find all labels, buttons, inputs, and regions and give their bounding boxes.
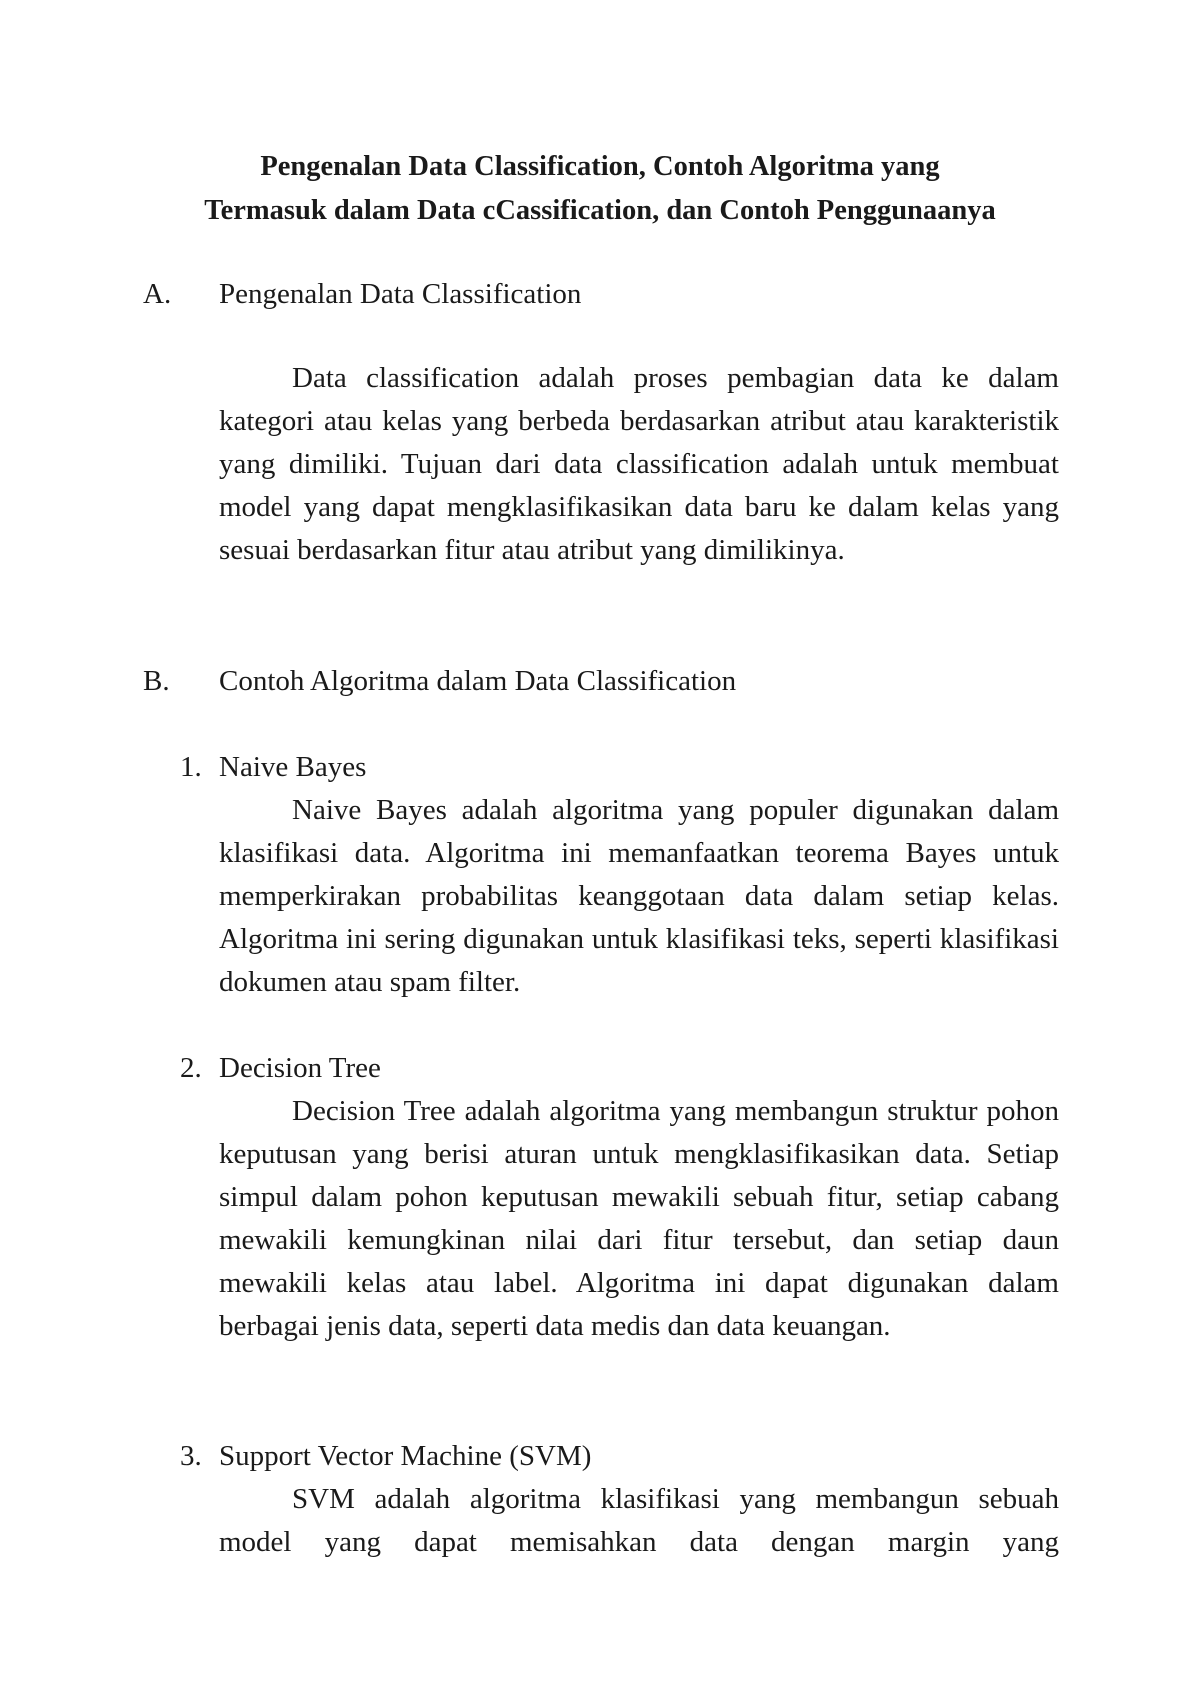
list-item-title: Decision Tree xyxy=(219,1052,381,1084)
list-item-number: 3. xyxy=(180,1440,202,1472)
list-item-number: 1. xyxy=(180,751,202,783)
title-line-2: Termasuk dalam Data cCassification, dan Contoh Penggunaanya xyxy=(204,195,996,226)
list-item-number: 2. xyxy=(180,1052,202,1084)
section-b-label: Contoh Algoritma dalam Data Classification xyxy=(219,665,737,697)
list-item-paragraph: SVM adalah algoritma klasifikasi yang membangun sebuah model yang dapat memisahkan data dengan margin yang xyxy=(219,1483,1059,1558)
list-item-heading xyxy=(180,1434,591,1478)
section-a-letter: A. xyxy=(143,278,172,310)
list-item-title: Naive Bayes xyxy=(219,751,367,783)
title-line-1: Pengenalan Data Classification, Contoh Algoritma yang xyxy=(260,151,940,182)
list-item-title: Support Vector Machine (SVM) xyxy=(219,1440,592,1472)
list-item-heading xyxy=(180,745,366,789)
list-item-heading xyxy=(180,1046,381,1090)
section-a-label: Pengenalan Data Classification xyxy=(219,278,582,310)
section-b-letter: B. xyxy=(143,665,170,697)
section-a-paragraph: Data classification adalah proses pembagian data ke dalam kategori atau kelas yang berbeda berdasarkan atribut atau karakteristik yang dimiliki. Tujuan dari data classification adalah untuk membuat model yang dapat mengklasifikasikan data baru ke dalam kelas yang sesuai berdasarkan fitur atau atribut yang dimilikinya. xyxy=(219,362,1059,566)
list-item-paragraph: Decision Tree adalah algoritma yang membangun struktur pohon keputusan yang berisi aturan untuk mengklasifikasikan data. Setiap simpul dalam pohon keputusan mewakili sebuah fitur, setiap cabang mewakili kemungkinan nilai dari fitur tersebut, dan setiap daun mewakili kelas atau label. Algoritma ini dapat digunakan dalam berbagai jenis data, seperti data medis dan data keuangan. xyxy=(219,1095,1059,1342)
list-item-paragraph: Naive Bayes adalah algoritma yang populer digunakan dalam klasifikasi data. Algoritma ini memanfaatkan teorema Bayes untuk memperkirakan probabilitas keanggotaan data dalam setiap kelas. Algoritma ini sering digunakan untuk klasifikasi teks, seperti klasifikasi dokumen atau spam filter. xyxy=(219,794,1059,998)
document-title xyxy=(140,145,1060,233)
